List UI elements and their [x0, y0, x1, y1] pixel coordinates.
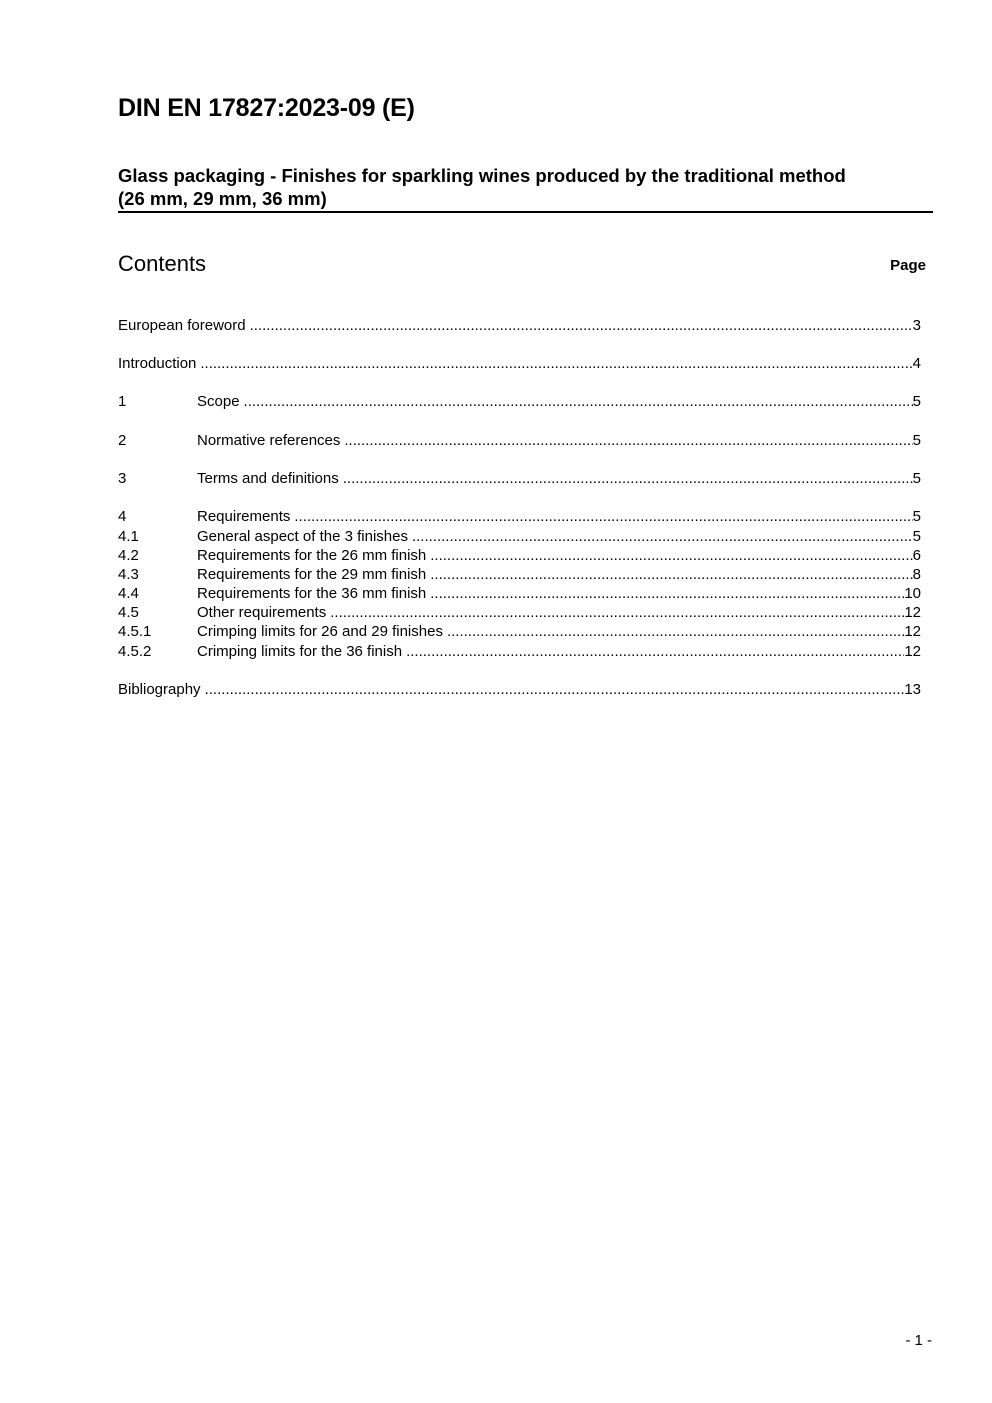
toc-entry-number: 3 — [118, 470, 127, 487]
toc-dot-leader — [430, 546, 912, 565]
toc-entry-general-aspect[interactable] — [118, 527, 921, 546]
toc-dot-leader — [412, 527, 913, 546]
toc-entry-page: 6 — [912, 547, 921, 564]
toc-entry-number: 4.5 — [118, 604, 139, 621]
toc-dot-leader — [294, 507, 912, 526]
toc-dot-leader — [406, 642, 904, 661]
toc-entry-page: 13 — [904, 681, 921, 698]
toc-entry-number: 4.3 — [118, 566, 139, 583]
toc-entry-number: 4 — [118, 508, 127, 525]
toc-entry-other-requirements[interactable] — [118, 603, 921, 622]
contents-heading: Contents — [118, 251, 207, 276]
toc-entry-page: 5 — [912, 470, 921, 487]
toc-entry-label: European foreword — [118, 317, 246, 334]
document-id: DIN EN 17827:2023-09 (E) — [118, 94, 415, 122]
toc-entry-page: 5 — [912, 508, 921, 525]
toc-entry-page: 12 — [904, 623, 921, 640]
toc-entry-page: 5 — [912, 528, 921, 545]
toc-entry-requirements-26mm[interactable] — [118, 546, 921, 565]
toc-entry-page: 3 — [912, 317, 921, 334]
toc-entry-label: Requirements for the 29 mm finish — [197, 566, 427, 583]
toc-entry-bibliography[interactable] — [118, 680, 921, 699]
toc-entry-crimping-limits-36[interactable] — [118, 642, 921, 661]
toc-entry-requirements[interactable] — [118, 507, 921, 526]
toc-entry-introduction[interactable] — [118, 354, 921, 373]
toc-entry-label: Other requirements — [197, 604, 327, 621]
toc-entry-number: 1 — [118, 393, 127, 410]
toc-entry-page: 4 — [912, 355, 921, 372]
toc-entry-number: 4.5.2 — [118, 643, 152, 660]
page-column-heading: Page — [890, 257, 926, 274]
toc-entry-scope[interactable] — [118, 392, 921, 411]
toc-entry-label: General aspect of the 3 finishes — [197, 528, 408, 545]
toc-entry-european-foreword[interactable] — [118, 316, 921, 335]
toc-dot-leader — [205, 680, 905, 699]
toc-entry-normative-references[interactable] — [118, 431, 921, 450]
toc-entry-label: Requirements for the 26 mm finish — [197, 547, 427, 564]
toc-entry-label: Crimping limits for 26 and 29 finishes — [197, 623, 443, 640]
toc-entry-number: 2 — [118, 432, 127, 449]
toc-entry-label: Terms and definitions — [197, 470, 339, 487]
toc-entry-page: 10 — [904, 585, 921, 602]
toc-entry-label: Requirements — [197, 508, 291, 525]
toc-entry-label: Introduction — [118, 355, 197, 372]
footer-page-number: - 1 - — [905, 1332, 932, 1349]
toc-entry-label: Bibliography — [118, 681, 201, 698]
toc-entry-crimping-limits-26-29[interactable] — [118, 622, 921, 641]
toc-entry-number: 4.5.1 — [118, 623, 152, 640]
toc-dot-leader — [244, 392, 913, 411]
toc-entry-page: 12 — [904, 643, 921, 660]
toc-entry-label: Crimping limits for the 36 finish — [197, 643, 403, 660]
document-title — [118, 164, 933, 213]
toc-entry-page: 8 — [912, 566, 921, 583]
toc-entry-requirements-36mm[interactable] — [118, 584, 921, 603]
toc-entry-number: 4.1 — [118, 528, 139, 545]
toc-dot-leader — [344, 431, 912, 450]
toc-dot-leader — [343, 469, 913, 488]
toc-entry-page: 5 — [912, 393, 921, 410]
toc-dot-leader — [200, 354, 912, 373]
toc-entry-number: 4.2 — [118, 547, 139, 564]
toc-dot-leader — [430, 584, 904, 603]
toc-entry-label: Scope — [197, 393, 240, 410]
toc-dot-leader — [447, 622, 904, 641]
toc-entry-requirements-29mm[interactable] — [118, 565, 921, 584]
toc-entry-page: 5 — [912, 432, 921, 449]
document-title-line-1: Glass packaging - Finishes for sparkling wines produced by the traditional method — [118, 165, 846, 186]
document-title-line-2: (26 mm, 29 mm, 36 mm) — [118, 188, 327, 209]
toc-entry-label: Normative references — [197, 432, 341, 449]
toc-entry-page: 12 — [904, 604, 921, 621]
toc-dot-leader — [330, 603, 904, 622]
toc-entry-terms-and-definitions[interactable] — [118, 469, 921, 488]
toc-dot-leader — [430, 565, 912, 584]
toc-entry-label: Requirements for the 36 mm finish — [197, 585, 427, 602]
toc-entry-number: 4.4 — [118, 585, 139, 602]
toc-dot-leader — [250, 316, 913, 335]
